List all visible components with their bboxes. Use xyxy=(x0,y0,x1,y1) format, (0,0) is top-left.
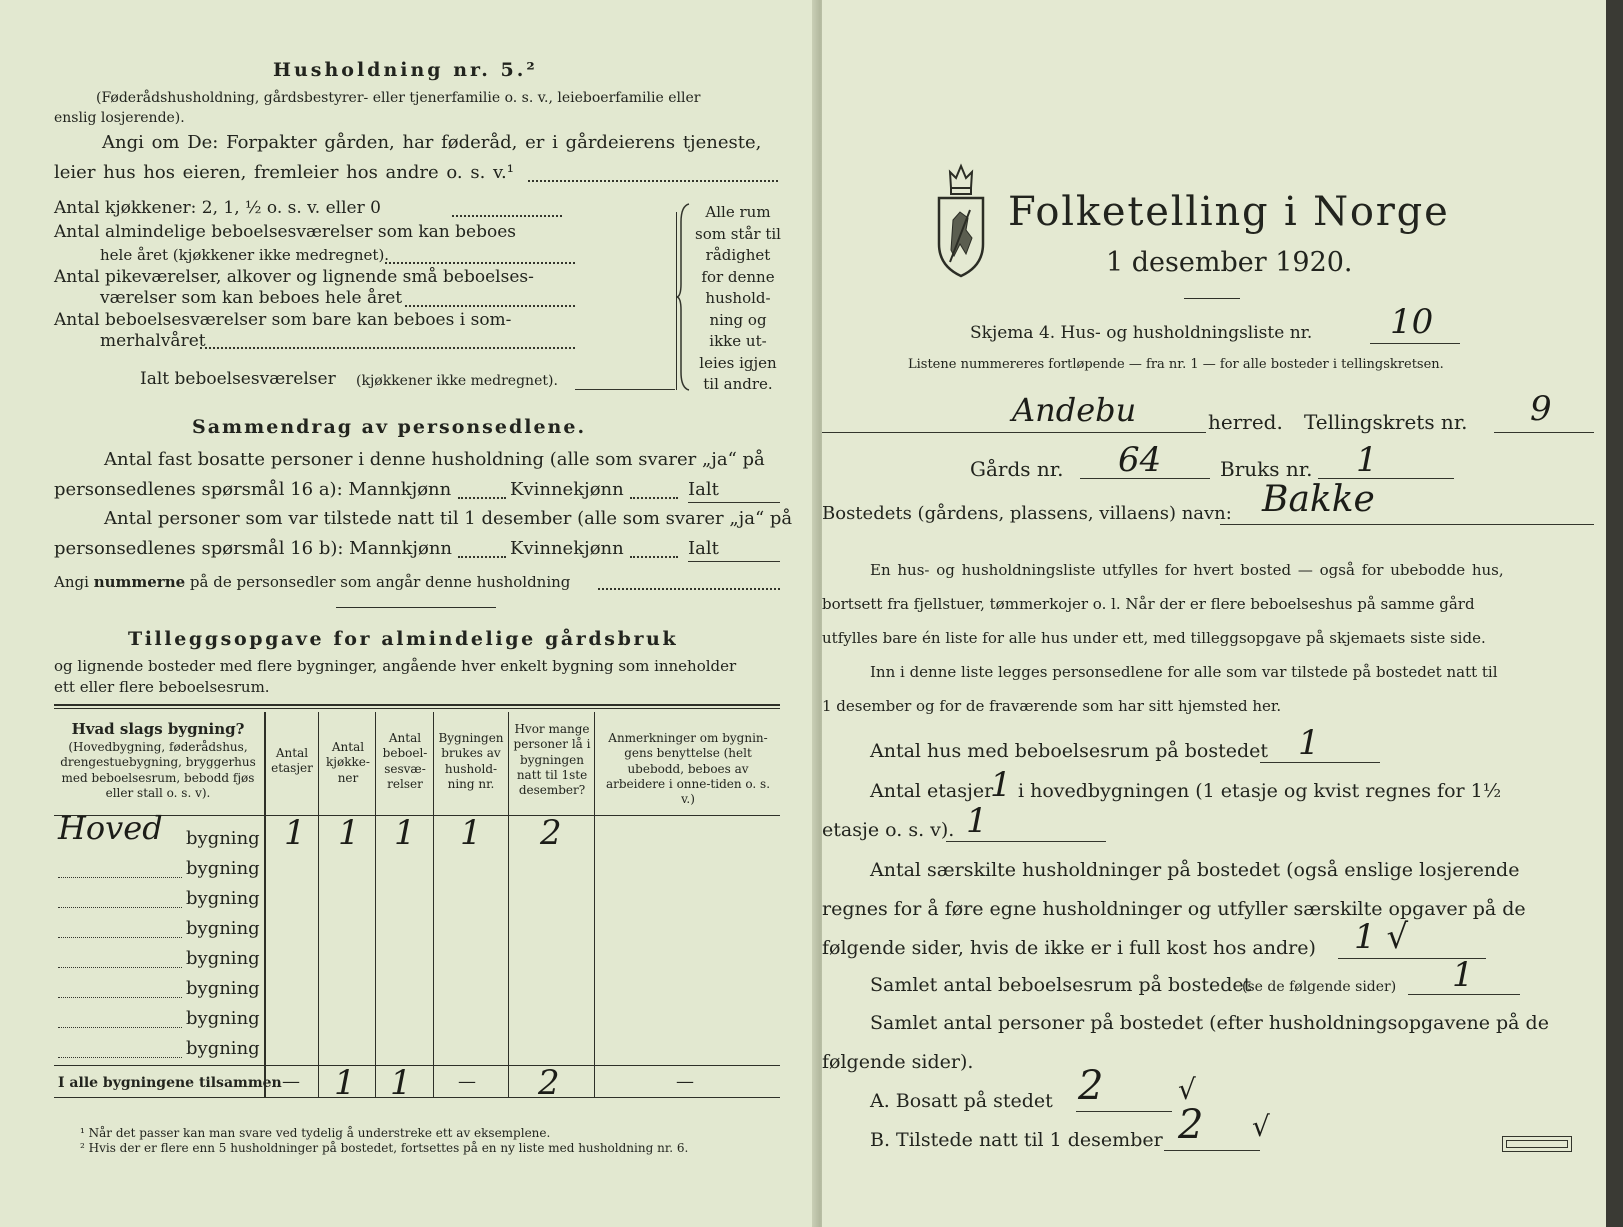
ordinary-rooms-label2: hele året (kjøkkener ikke medregnet). xyxy=(100,246,390,264)
tilstede-value: 2 xyxy=(1178,1102,1204,1148)
gards-nr-value: 64 xyxy=(1118,440,1162,480)
printer-stamp-icon xyxy=(1502,1136,1572,1152)
numbers-pre: Angi xyxy=(54,573,89,591)
numbers-bold: nummerne xyxy=(93,573,186,591)
row-dots xyxy=(58,937,182,938)
row-dots xyxy=(58,907,182,908)
household-title: Husholdning nr. 5.² xyxy=(273,59,538,81)
herred-value: Andebu xyxy=(1012,391,1137,429)
row-label: bygning xyxy=(186,978,260,999)
brace-note-line: leies igjen xyxy=(699,353,777,372)
row-dots xyxy=(58,967,182,968)
info-line4: Inn i denne liste legges personsedlene for alle som var tilstede på bostedet natt til xyxy=(870,663,1498,681)
tilstede-line xyxy=(1164,1150,1260,1151)
numbering-note: Listene nummereres fortløpende — fra nr. 1 — for alle bosteder i tellingskretsen. xyxy=(908,357,1444,372)
summer-rooms-label2: merhalvåret xyxy=(100,331,206,351)
krets-label: Tellingskrets nr. xyxy=(1304,410,1468,434)
household-intro-line2: enslig losjerende). xyxy=(54,110,185,126)
bosatt-value: 2 xyxy=(1078,1063,1104,1109)
info-line5: 1 desember og for de fraværende som har sitt hjemsted her. xyxy=(822,697,1282,715)
bosted-value: Bakke xyxy=(1262,479,1375,520)
q-floors-line xyxy=(946,841,1106,842)
table-rule xyxy=(54,1097,780,1098)
table-col-line xyxy=(318,712,319,1098)
p2-female-answer xyxy=(630,556,678,558)
q-hh-label3: følgende sider, hvis de ikke er i full kost hos andre) xyxy=(822,937,1316,959)
page-edge xyxy=(1606,0,1623,1227)
schema-label: Skjema 4. Hus- og husholdningsliste nr. xyxy=(970,323,1313,343)
household-intro-line1: (Føderådshusholdning, gårdsbestyrer- eller tjenerfamilie o. s. v., leieboerfamilie eller xyxy=(96,90,701,106)
row-label: bygning xyxy=(186,858,260,879)
gards-label: Gårds nr. xyxy=(970,457,1064,481)
col-type-title: Hvad slags bygning? xyxy=(71,720,245,738)
supplement-title: Tilleggsopgave for almindelige gårdsbruk xyxy=(128,628,679,650)
p1-female-answer xyxy=(630,497,678,499)
table-rule xyxy=(54,1065,780,1066)
table-rule xyxy=(54,708,780,709)
angi-line1: Angi om De: Forpakter gården, har føderåd, er i gårdeierens tjeneste, xyxy=(102,132,762,153)
supplement-desc1: og lignende bosteder med flere bygninger, angående hver enkelt bygning som inneholder xyxy=(54,657,737,675)
totals-kitchens: 1 xyxy=(334,1063,356,1103)
right-page xyxy=(822,0,1623,1227)
totals-remarks: — xyxy=(676,1071,694,1092)
row1-kitchens: 1 xyxy=(338,813,360,853)
total-rooms-label: Ialt beboelsesværelser xyxy=(140,369,336,389)
ordinary-rooms-dots xyxy=(385,262,575,264)
total-rooms-answer-line xyxy=(575,389,675,390)
summary-title: Sammendrag av personsedlene. xyxy=(192,416,587,438)
brace-note-line: ikke ut- xyxy=(709,332,767,350)
summary-p2-female: Kvinnekjønn xyxy=(510,538,624,559)
brace-note-line: rådighet xyxy=(705,246,771,264)
col-persons-header: Hvor mange personer lå i bygningen natt til 1ste desember? xyxy=(513,722,591,798)
summary-p2-line2: personsedlenes spørsmål 16 b): Mannkjønn xyxy=(54,538,453,559)
census-date: 1 desember 1920. xyxy=(1106,247,1353,278)
tilstede-label: B. Tilstede natt til 1 desember xyxy=(870,1129,1163,1151)
col-used-header: Bygningen brukes av hushold-ning nr. xyxy=(438,731,504,792)
bruks-nr-value: 1 xyxy=(1356,440,1378,480)
summary-p2-line1: Antal personer som var tilstede natt til 1 desember (alle som svarer „ja“ på xyxy=(104,508,793,529)
q-hh-label1: Antal særskilte husholdninger på bostedet (også enslige losjerende xyxy=(870,859,1520,881)
herred-line xyxy=(822,432,1206,433)
maid-rooms-label1: Antal pikeværelser, alkover og lignende små beboelses- xyxy=(54,267,534,287)
ordinary-rooms-label1: Antal almindelige beboelsesværelser som kan beboes xyxy=(54,222,516,242)
totals-floors: — xyxy=(282,1071,300,1092)
col-type-note: (Hovedbygning, føderådshus, drengestuebygning, bryggerhus med beboelsesrum, bebodd fjøs eller stall o. s. v). xyxy=(60,740,256,801)
summary-p1-female: Kvinnekjønn xyxy=(510,479,624,500)
q-floors-label2: i hovedbygningen (1 etasje og kvist regnes for 1½ xyxy=(1018,780,1502,802)
angi-answer-line xyxy=(528,180,778,182)
row1-floors: 1 xyxy=(284,813,306,853)
row1-used: 1 xyxy=(460,813,482,853)
summer-rooms-label1: Antal beboelsesværelser som bare kan beboes i som- xyxy=(54,310,512,330)
q-persons-label2: følgende sider). xyxy=(822,1051,974,1073)
bosatt-label: A. Bosatt på stedet xyxy=(870,1090,1053,1112)
brace-note-line: ning og xyxy=(709,310,767,329)
brace-note-line: for denne xyxy=(701,267,775,286)
coat-of-arms-icon xyxy=(936,158,986,280)
p1-male-answer xyxy=(458,497,506,499)
q-floors-label3: etasje o. s. v). xyxy=(822,819,955,841)
brace-note-line: Alle rum xyxy=(705,203,771,221)
row1-rooms: 1 xyxy=(394,813,416,853)
census-title: Folketelling i Norge xyxy=(1008,189,1450,235)
krets-nr-value: 9 xyxy=(1530,389,1552,429)
table-rule xyxy=(54,704,780,706)
info-line3: utfylles bare én liste for alle hus under ett, med tilleggsopgave på skjemaets siste side. xyxy=(822,629,1486,647)
krets-nr-line xyxy=(1494,432,1594,433)
summer-rooms-dots xyxy=(200,347,575,349)
summary-p1-line1: Antal fast bosatte personer i denne husholdning (alle som svarer „ja“ på xyxy=(104,449,765,470)
row-dots xyxy=(58,877,182,878)
total-rooms-note: (kjøkkener ikke medregnet). xyxy=(356,373,558,389)
divider xyxy=(1184,298,1240,299)
col-kitchens-header: Antal kjøkke-ner xyxy=(326,740,370,785)
q-hh-value: 1 √ xyxy=(1354,917,1409,957)
maid-rooms-dots xyxy=(405,305,575,307)
row-label: bygning xyxy=(186,918,260,939)
row-dots xyxy=(58,997,182,998)
summary-p1-line2: personsedlenes spørsmål 16 a): Mannkjønn xyxy=(54,479,452,500)
bosted-line xyxy=(1220,524,1594,525)
footnote-1: ¹ Når det passer kan man svare ved tydelig å understreke ett av eksemplene. xyxy=(80,1126,551,1140)
brace-note-line: som står til xyxy=(695,224,781,243)
p2-total-answer xyxy=(688,561,780,562)
q-persons-label1: Samlet antal personer på bostedet (efter husholdningsopgavene på de xyxy=(870,1012,1549,1034)
q-rooms-note: (se de følgende sider) xyxy=(1242,979,1397,995)
herred-label: herred. xyxy=(1208,410,1283,434)
row-label: bygning xyxy=(186,888,260,909)
q-floors-label1: Antal etasjer xyxy=(870,780,994,802)
summary-p2-total: Ialt xyxy=(688,538,719,559)
bosatt-check: √ xyxy=(1178,1073,1196,1106)
totals-persons: 2 xyxy=(538,1063,560,1103)
angi-line2: leier hus hos eieren, fremleier hos andre o. s. v.¹ xyxy=(54,162,514,183)
table-col-line xyxy=(375,712,376,1098)
info-line2: bortsett fra fjellstuer, tømmerkojer o. l. Når der er flere beboelseshus på samme gård xyxy=(822,595,1475,613)
table-col-line xyxy=(433,712,434,1098)
col-floors-header: Antal etasjer xyxy=(271,746,313,776)
q-rooms-label: Samlet antal beboelsesrum på bostedet xyxy=(870,974,1252,996)
row1-label: bygning xyxy=(186,828,260,849)
supplement-desc2: ett eller flere beboelsesrum. xyxy=(54,678,270,696)
bosatt-line xyxy=(1076,1111,1172,1112)
maid-rooms-label2: værelser som kan beboes hele året xyxy=(100,288,403,308)
row-dots xyxy=(58,1027,182,1028)
q-rooms-value: 1 xyxy=(1452,955,1474,995)
kitchens-dots xyxy=(452,215,562,217)
divider xyxy=(336,607,496,608)
schema-nr-line xyxy=(1370,343,1460,344)
q-floors-value2: 1 xyxy=(966,801,988,841)
totals-used: — xyxy=(458,1071,476,1092)
numbers-post: på de personsedler som angår denne husholdning xyxy=(189,573,571,591)
numbers-answer xyxy=(598,588,780,590)
p2-male-answer xyxy=(458,556,506,558)
bosted-label: Bostedets (gårdens, plassens, villaens) navn: xyxy=(822,503,1232,524)
q-hh-label2: regnes for å føre egne husholdninger og utfyller særskilte opgaver på de xyxy=(822,898,1526,920)
bruks-label: Bruks nr. xyxy=(1220,457,1313,481)
row1-prefix: Hoved xyxy=(58,809,163,847)
row1-persons: 2 xyxy=(540,813,562,853)
row-label: bygning xyxy=(186,1008,260,1029)
totals-label: I alle bygningene tilsammen xyxy=(58,1075,282,1091)
brace-note xyxy=(690,202,786,396)
schema-nr-value: 10 xyxy=(1390,302,1434,342)
p1-total-answer xyxy=(688,502,780,503)
col-remarks-header: Anmerkninger om bygnin-gens benyttelse (helt ubebodd, beboes av arbeidere i onne-tiden o. s. v.) xyxy=(605,731,771,807)
table-col-line xyxy=(594,712,595,1098)
q-houses-value: 1 xyxy=(1298,723,1320,763)
footnote-2: ² Hvis der er flere enn 5 husholdninger på bostedet, fortsettes på en ny liste med husholdning nr. 6. xyxy=(80,1141,689,1155)
brace-note-line: hushold- xyxy=(705,289,771,307)
table-col-line xyxy=(508,712,509,1098)
tilstede-check: √ xyxy=(1252,1110,1270,1143)
row-dots xyxy=(58,1057,182,1058)
row-label: bygning xyxy=(186,1038,260,1059)
brace-note-line: til andre. xyxy=(703,375,773,393)
totals-rooms: 1 xyxy=(390,1063,412,1103)
q-houses-label: Antal hus med beboelsesrum på bostedet xyxy=(870,740,1269,762)
numbers-line xyxy=(54,575,570,590)
row-label: bygning xyxy=(186,948,260,969)
col-rooms-header: Antal beboel-sesvæ-relser xyxy=(382,731,428,792)
q-floors-value: 1 xyxy=(990,765,1012,805)
q-houses-line xyxy=(1260,762,1380,763)
info-line1: En hus- og husholdningsliste utfylles for hvert bosted — også for ubebodde hus, xyxy=(870,561,1504,579)
building-table xyxy=(54,704,780,1104)
kitchens-label: Antal kjøkkener: 2, 1, ½ o. s. v. eller 0 xyxy=(54,198,381,218)
summary-p1-total: Ialt xyxy=(688,479,719,500)
